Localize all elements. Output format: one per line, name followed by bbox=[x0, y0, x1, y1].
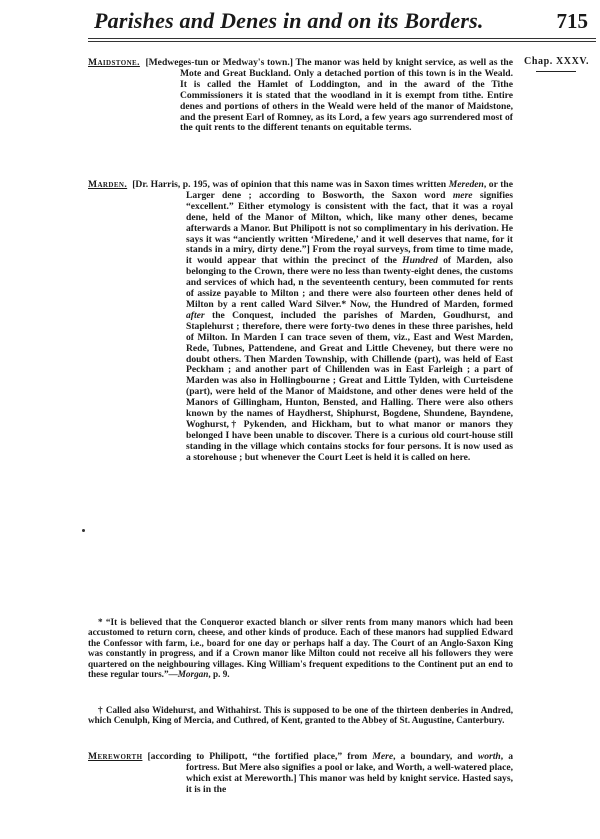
entry-mereworth: Mereworth [according to Philipott, “the fortified place,” from Mere, a boundary, and worth, a fortress. But Mere also signifies a pool or lake, and Worth, a well-watered place, which exist at Mereworth.] This manor was held by knight service. Hasted says, it is in the bbox=[88, 751, 514, 795]
entry-term: Maidstone. bbox=[88, 57, 140, 68]
footnote-dagger: † Called also Widehurst, and Withahirst. This is supposed to be one of the thirteen denberies in Andred, which Cenulph, King of Mercia, and Cuthred, of Kent, granted to the Abbey of St. Augustine, Canterbury. bbox=[88, 705, 513, 726]
margin-mark bbox=[82, 529, 85, 532]
running-title: Parishes and Denes in and on its Borders. bbox=[94, 8, 484, 33]
entry-marden: Marden. [Dr. Harris, p. 195, was of opinion that this name was in Saxon times written Mereden, or the Larger dene ; according to Bosworth, the Saxon word mere signifies “excellent.” Either etymology is consistent with the fact, that it was a royal dene, held of the Manor of Milton, which, like many other denes, became afterwards a Manor. But Philipott is not so complimentary in his derivation. He says it was “anciently written ‘Miredene,’ and it well deserves that name, for it stands in a miry, dirty dene.”] From the royal surveys, from time to time made, it would appear that within the precinct of the Hundred of Marden, also belonging to the Crown, there were no less than twenty-eight denes, the customs and services of which had, n the seventeenth century, been commuted for rents of assize payable to Milton ; and there were also fourteen other denes held of Milton by a rent called Ward Silver.* Now, the Hundred of Marden, formed after the Conquest, included the parishes of Marden, Goudhurst, and Staplehurst ; therefore, there were forty-two denes in these three parishes, held of Milton. In Marden I can trace seven of them, viz., East and West Marden, Rede, Tubnes, Pattendene, and Great and Little Cheveney, but there were no doubt others. Then Marden Township, with Chillende (part), was held of East Peckham ; and another part of Chillenden was in East Farleigh ; a part of Marden was also in Hollingbourne ; Great and Little Tylden, with Curteisdene (part), were held of the Manor of Maidstone, and other denes were held of the Manors of Gillingham, Hunton, Bensted, and Halling. There were also others known by the names of Haydherst, Shiphurst, Bogdene, Shundene, Bayndene, Woghurst,† Pykenden, and Hickham, but to what manor or manors they belonged I have been unable to discover. There is a curious old court-house still standing in the village which contains stocks for four persons. It is now used as a storehouse ; but whenever the Court Leet is held it is called on here. bbox=[88, 179, 513, 463]
entry-term: Marden. bbox=[88, 179, 128, 190]
running-header bbox=[92, 8, 592, 36]
footnote-star: * “It is believed that the Conqueror exacted blanch or silver rents from many manors which had been accustomed to return corn, cheese, and other kinds of produce. Each of these manors had supplied Edward the Confessor with farm, i.e., board for one day or perhaps half a day. The Court of an Anglo-Saxon King was constantly in progress, and if a Crown manor like Milton could not receive all his followers they were quartered on the neighbouring villages. King William's frequent expeditions to the Continent put an end to these regular tours.”—Morgan, p. 9. bbox=[88, 617, 513, 680]
header-rule-double bbox=[88, 41, 596, 42]
chapter-rule bbox=[536, 71, 576, 72]
entry-term: Mereworth bbox=[88, 751, 143, 762]
chapter-label: Chap. XXXV. bbox=[524, 56, 590, 67]
page-number: 715 bbox=[556, 9, 588, 33]
entry-text: [Medweges-tun or Medway's town.] The manor was held by knight service, as well as the Mote and Great Buckland. Only a detached portion of this town is in the Weald. It is called the Hamlet of Loddington, and in the award of the Tithe Commissioners it is stated that the woodland in it is exempt from tithe. Entire denes and portions of others in the Weald were held of the manor of Maidstone, and the present Earl of Romney, as its Lord, a few years ago surrendered most of the quit rents to the different tenants on equitable terms. bbox=[145, 57, 513, 134]
entry-maidstone bbox=[88, 58, 513, 134]
header-rule bbox=[88, 38, 596, 39]
